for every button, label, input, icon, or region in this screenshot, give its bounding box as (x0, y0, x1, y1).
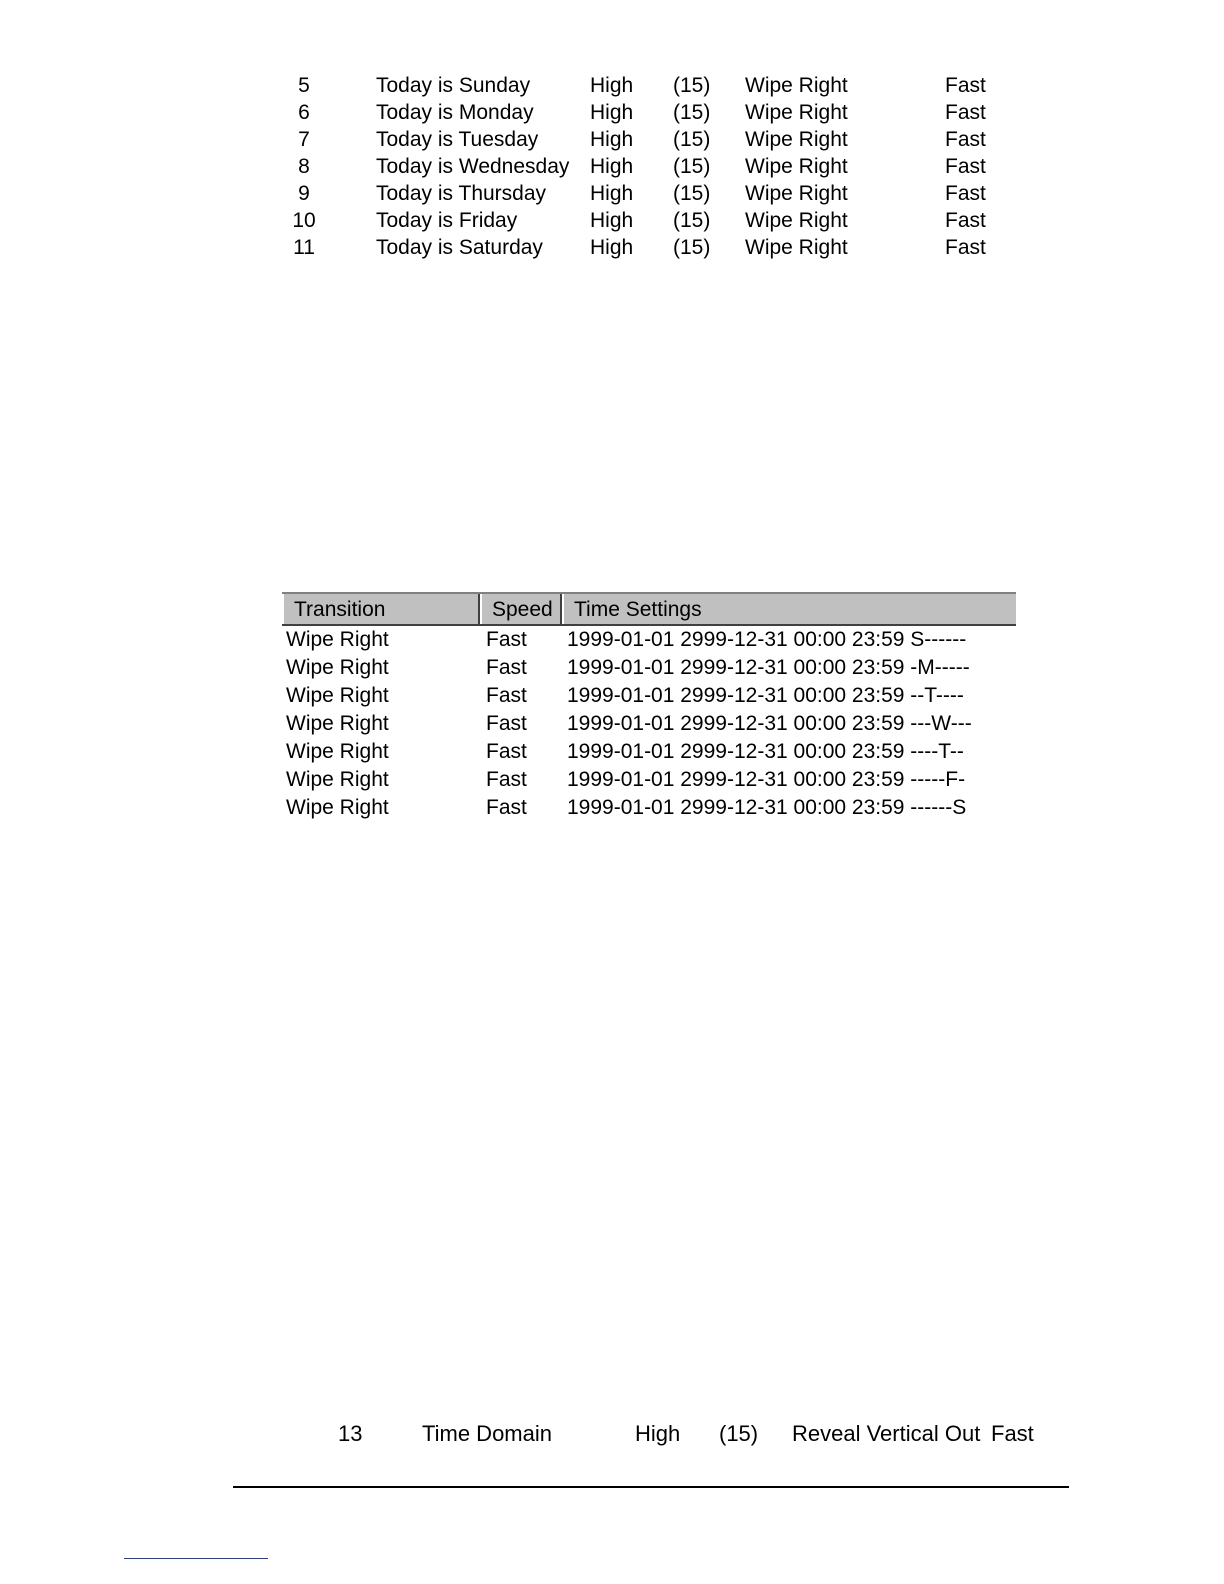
message-priority: High (590, 101, 634, 124)
message-speed: Fast (945, 155, 986, 178)
message-priority: High (590, 209, 634, 232)
list-item-speed: Fast (486, 628, 527, 651)
message-name: Today is Monday (376, 101, 534, 124)
list-item[interactable] (282, 794, 1016, 822)
list-item-speed: Fast (486, 712, 527, 735)
footer-divider (233, 1486, 1069, 1488)
message-priority: High (590, 128, 634, 151)
list-item[interactable] (282, 738, 1016, 766)
message-duration: (15) (673, 209, 711, 232)
message-number: 8 (298, 155, 310, 178)
list-item[interactable] (282, 654, 1016, 682)
message-transition: Reveal Vertical Out (792, 1421, 981, 1446)
message-duration: (15) (673, 182, 711, 205)
message-transition: Wipe Right (745, 101, 848, 124)
message-name: Today is Tuesday (376, 128, 539, 151)
message-number: 6 (298, 101, 310, 124)
list-item-time-settings: 1999-01-01 2999-12-31 00:00 23:59 S------ (567, 628, 967, 651)
list-item-time-settings: 1999-01-01 2999-12-31 00:00 23:59 -----F- (567, 768, 966, 791)
list-item-transition: Wipe Right (286, 656, 389, 679)
message-speed: Fast (945, 182, 986, 205)
message-transition: Wipe Right (745, 74, 848, 97)
message-number: 7 (298, 128, 310, 151)
list-item-time-settings: 1999-01-01 2999-12-31 00:00 23:59 ------S (567, 796, 967, 819)
list-item-transition: Wipe Right (286, 768, 389, 791)
list-item-time-settings: 1999-01-01 2999-12-31 00:00 23:59 ----T-- (567, 740, 964, 763)
message-priority: High (590, 182, 634, 205)
message-name: Today is Friday (376, 209, 518, 232)
message-name: Today is Thursday (376, 182, 547, 205)
message-transition: Wipe Right (745, 209, 848, 232)
message-speed: Fast (991, 1421, 1034, 1446)
message-number: 5 (298, 74, 310, 97)
message-row (280, 234, 1020, 261)
message-speed: Fast (945, 128, 986, 151)
message-row (280, 207, 1020, 234)
message-transition: Wipe Right (745, 155, 848, 178)
message-name: Today is Wednesday (376, 155, 570, 178)
list-item-transition: Wipe Right (286, 712, 389, 735)
message-transition: Wipe Right (745, 236, 848, 259)
message-duration: (15) (673, 236, 711, 259)
message-duration: (15) (673, 128, 711, 151)
list-item[interactable] (282, 626, 1016, 654)
message-row-time-domain (330, 1419, 1050, 1449)
message-priority: High (590, 236, 634, 259)
message-speed: Fast (945, 101, 986, 124)
schedule-listview[interactable] (282, 592, 1016, 822)
message-number: 10 (292, 209, 316, 232)
message-speed: Fast (945, 236, 986, 259)
list-item[interactable] (282, 682, 1016, 710)
message-transition: Wipe Right (745, 128, 848, 151)
list-item-transition: Wipe Right (286, 740, 389, 763)
message-list-table (280, 72, 1020, 261)
message-duration: (15) (673, 74, 711, 97)
message-row (280, 153, 1020, 180)
message-name: Today is Sunday (376, 74, 531, 97)
message-name: Today is Saturday (376, 236, 543, 259)
message-priority: High (635, 1421, 681, 1446)
footnote-divider (124, 1558, 268, 1559)
list-item-time-settings: 1999-01-01 2999-12-31 00:00 23:59 --T---- (567, 684, 964, 707)
list-item-transition: Wipe Right (286, 628, 389, 651)
column-header-speed[interactable]: Speed (480, 594, 562, 624)
message-name: Time Domain (422, 1421, 552, 1446)
list-item-speed: Fast (486, 768, 527, 791)
message-speed: Fast (945, 74, 986, 97)
message-transition: Wipe Right (745, 182, 848, 205)
message-row (280, 180, 1020, 207)
list-item-speed: Fast (486, 740, 527, 763)
list-item-speed: Fast (486, 796, 527, 819)
message-number: 11 (293, 236, 315, 259)
message-row (280, 99, 1020, 126)
list-item-transition: Wipe Right (286, 684, 389, 707)
list-item-time-settings: 1999-01-01 2999-12-31 00:00 23:59 -M----- (567, 656, 970, 679)
column-header-transition[interactable]: Transition (282, 594, 480, 624)
list-item[interactable] (282, 710, 1016, 738)
list-item[interactable] (282, 766, 1016, 794)
message-duration: (15) (673, 155, 711, 178)
message-priority: High (590, 155, 634, 178)
listview-body (282, 626, 1016, 822)
message-number: 13 (338, 1421, 363, 1446)
column-header-time-settings[interactable]: Time Settings (562, 594, 1016, 624)
list-item-transition: Wipe Right (286, 796, 389, 819)
list-item-time-settings: 1999-01-01 2999-12-31 00:00 23:59 ---W--- (567, 712, 972, 735)
message-row (280, 126, 1020, 153)
message-speed: Fast (945, 209, 986, 232)
message-number: 9 (298, 182, 310, 205)
message-duration: (15) (673, 101, 711, 124)
message-priority: High (590, 74, 634, 97)
listview-header (282, 592, 1016, 626)
message-duration: (15) (719, 1421, 759, 1446)
list-item-speed: Fast (486, 684, 527, 707)
list-item-speed: Fast (486, 656, 527, 679)
message-row (280, 72, 1020, 99)
